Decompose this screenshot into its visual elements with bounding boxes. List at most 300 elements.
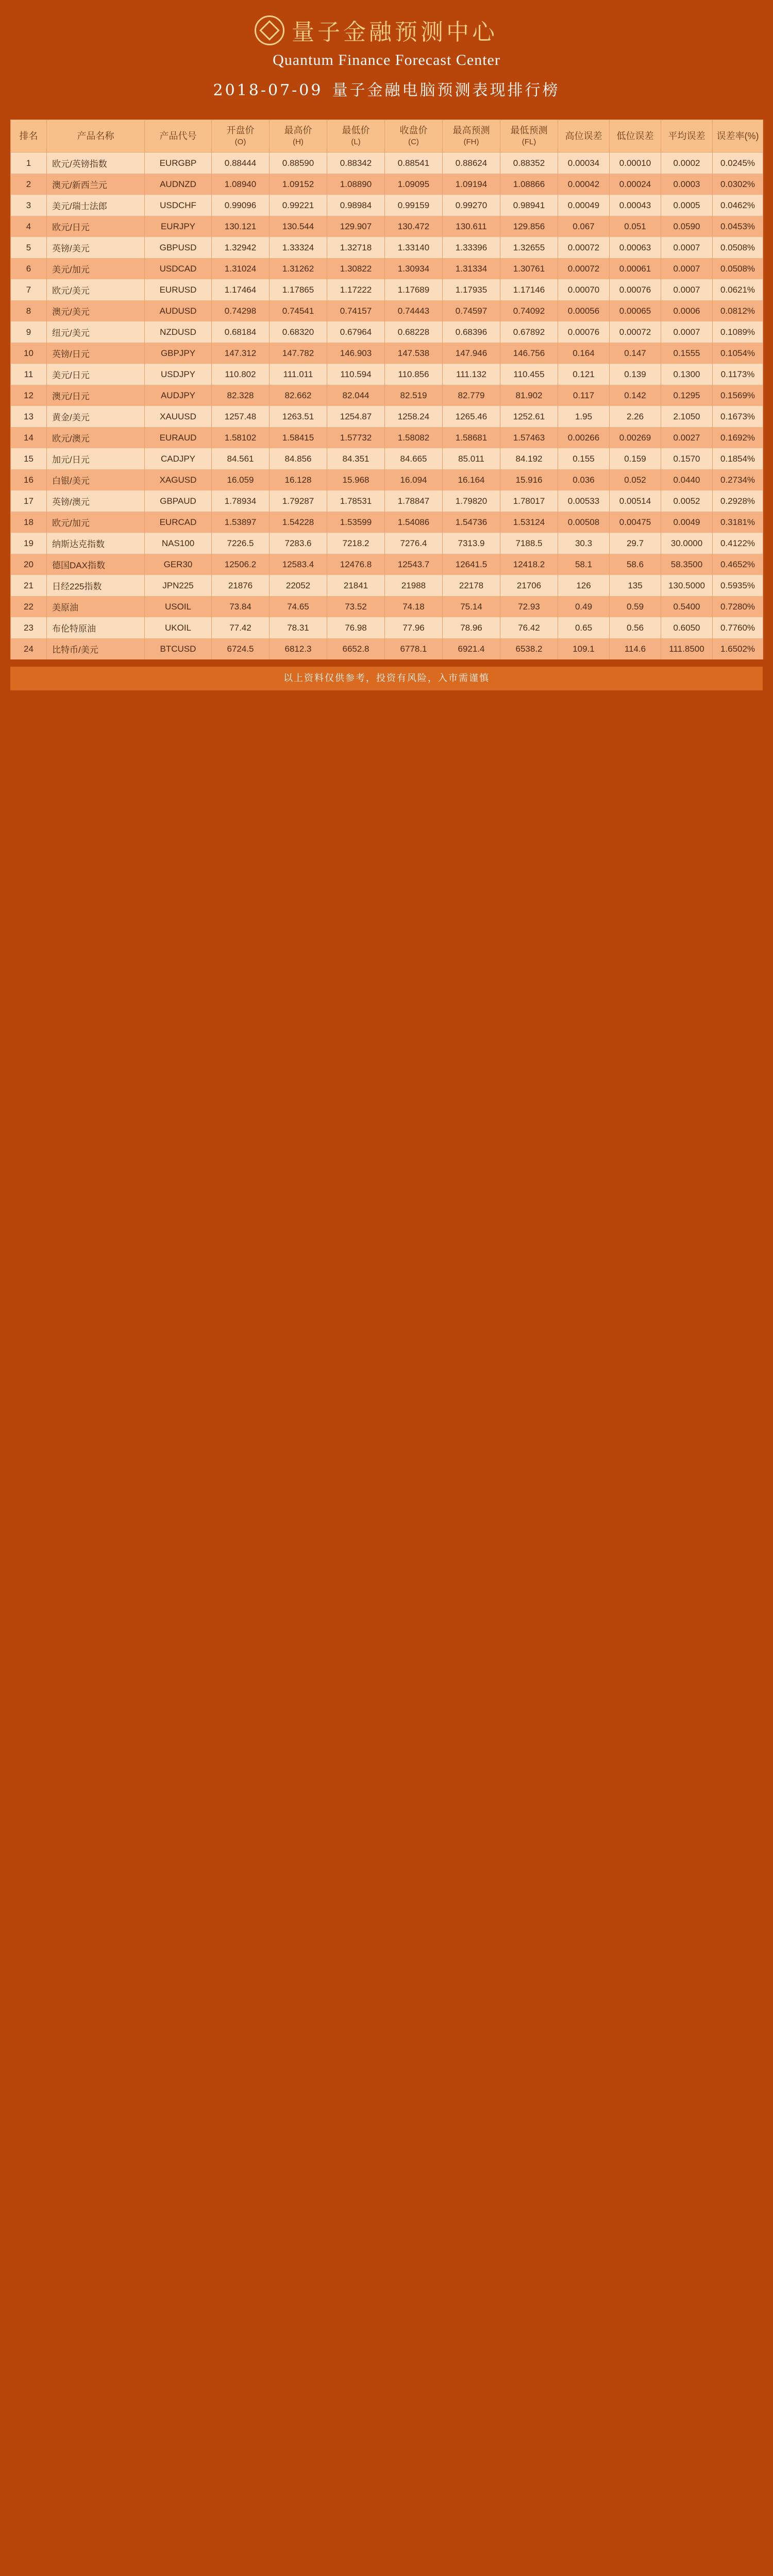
table-cell: 77.96 <box>385 617 443 638</box>
table-cell: 0.99159 <box>385 195 443 216</box>
table-cell: 130.5000 <box>661 575 713 596</box>
table-cell: 1.08866 <box>500 174 558 195</box>
column-header <box>713 120 763 152</box>
table-cell: 1.33396 <box>443 237 500 258</box>
table-cell: 0.00076 <box>610 279 661 300</box>
table-cell: 111.132 <box>443 364 500 385</box>
table-cell: 110.594 <box>327 364 385 385</box>
table-cell: 73.52 <box>327 596 385 617</box>
table-cell: 21841 <box>327 575 385 596</box>
table-cell: 0.0508% <box>713 237 763 258</box>
table-cell: 0.68396 <box>443 321 500 343</box>
table-row <box>11 364 763 385</box>
table-cell: 白银/美元 <box>47 469 145 490</box>
table-cell: 146.903 <box>327 343 385 364</box>
table-cell: 0.00061 <box>610 258 661 279</box>
table-cell: 0.0005 <box>661 195 713 216</box>
table-cell: 5 <box>11 237 47 258</box>
table-cell: NAS100 <box>145 533 212 554</box>
table-cell: 147.538 <box>385 343 443 364</box>
column-header-label: 收盘价 <box>399 125 428 135</box>
table-cell: 9 <box>11 321 47 343</box>
table-cell: 16.094 <box>385 469 443 490</box>
table-cell: 1.53897 <box>212 512 270 533</box>
table-cell: 0.1555 <box>661 343 713 364</box>
column-header-sublabel: (H) <box>293 138 304 146</box>
table-cell: 0.5935% <box>713 575 763 596</box>
table-cell: 77.42 <box>212 617 270 638</box>
table-cell: 1.58415 <box>270 427 327 448</box>
table-cell: 1.54086 <box>385 512 443 533</box>
column-header-sublabel: (C) <box>408 138 419 146</box>
table-cell: 24 <box>11 638 47 659</box>
table-cell: 15.916 <box>500 469 558 490</box>
table-cell: 3 <box>11 195 47 216</box>
table-cell: 1.31262 <box>270 258 327 279</box>
table-cell: 日经225指数 <box>47 575 145 596</box>
table-row <box>11 448 763 469</box>
table-cell: 0.1089% <box>713 321 763 343</box>
table-cell: 0.0812% <box>713 300 763 321</box>
table-cell: EURCAD <box>145 512 212 533</box>
table-cell: 1.17146 <box>500 279 558 300</box>
table-cell: 1.58082 <box>385 427 443 448</box>
table-cell: 84.192 <box>500 448 558 469</box>
table-cell: 130.121 <box>212 216 270 237</box>
table-cell: GER30 <box>145 554 212 575</box>
table-cell: GBPJPY <box>145 343 212 364</box>
table-cell: 0.74443 <box>385 300 443 321</box>
column-header <box>327 120 385 152</box>
table-cell: 0.56 <box>610 617 661 638</box>
table-cell: 12506.2 <box>212 554 270 575</box>
column-header-label: 排名 <box>19 131 38 141</box>
table-cell: 1.30761 <box>500 258 558 279</box>
table-cell: 0.0003 <box>661 174 713 195</box>
column-header-sublabel: (FH) <box>463 138 479 146</box>
table-row <box>11 195 763 216</box>
table-cell: 84.561 <box>212 448 270 469</box>
table-row <box>11 237 763 258</box>
table-cell: 130.611 <box>443 216 500 237</box>
table-cell: 18 <box>11 512 47 533</box>
table-cell: 0.68228 <box>385 321 443 343</box>
table-cell: 0.2734% <box>713 469 763 490</box>
table-cell: 20 <box>11 554 47 575</box>
table-cell: 0.1692% <box>713 427 763 448</box>
table-cell: 0.1673% <box>713 406 763 427</box>
table-row <box>11 279 763 300</box>
table-cell: 73.84 <box>212 596 270 617</box>
table-cell: 111.011 <box>270 364 327 385</box>
table-cell: 英镑/日元 <box>47 343 145 364</box>
column-header-label: 开盘价 <box>226 125 255 135</box>
column-header <box>558 120 610 152</box>
table-cell: 12 <box>11 385 47 406</box>
table-cell: 0.0440 <box>661 469 713 490</box>
table-cell: 0.59 <box>610 596 661 617</box>
table-cell: 22052 <box>270 575 327 596</box>
table-cell: 0.00514 <box>610 490 661 512</box>
column-header <box>47 120 145 152</box>
table-cell: USDCAD <box>145 258 212 279</box>
table-cell: AUDJPY <box>145 385 212 406</box>
table-cell: EURGBP <box>145 152 212 174</box>
table-cell: 0.6050 <box>661 617 713 638</box>
table-cell: 84.665 <box>385 448 443 469</box>
table-cell: 22178 <box>443 575 500 596</box>
table-cell: 1.54228 <box>270 512 327 533</box>
table-cell: 0.88352 <box>500 152 558 174</box>
table-cell: 欧元/日元 <box>47 216 145 237</box>
column-header-label: 平均误差 <box>668 131 705 141</box>
table-cell: 0.0007 <box>661 258 713 279</box>
table-cell: 0.00533 <box>558 490 610 512</box>
table-cell: 129.856 <box>500 216 558 237</box>
column-header <box>385 120 443 152</box>
table-cell: 14 <box>11 427 47 448</box>
table-cell: 1.78847 <box>385 490 443 512</box>
table-row <box>11 152 763 174</box>
table-cell: USOIL <box>145 596 212 617</box>
table-cell: 58.3500 <box>661 554 713 575</box>
table-cell: 0.2928% <box>713 490 763 512</box>
table-cell: 4 <box>11 216 47 237</box>
table-row <box>11 216 763 237</box>
table-cell: 黄金/美元 <box>47 406 145 427</box>
brand-name-cn: 量子金融预测中心 <box>292 19 498 45</box>
column-header-label: 产品代号 <box>159 131 197 141</box>
table-cell: 129.907 <box>327 216 385 237</box>
table-cell: 30.3 <box>558 533 610 554</box>
table-cell: 6778.1 <box>385 638 443 659</box>
column-header-sublabel: (L) <box>351 138 361 146</box>
table-cell: 0.00056 <box>558 300 610 321</box>
table-cell: 1.09152 <box>270 174 327 195</box>
table-cell: 6652.8 <box>327 638 385 659</box>
table-cell: 0.00072 <box>610 321 661 343</box>
column-header <box>661 120 713 152</box>
table-cell: EURAUD <box>145 427 212 448</box>
table-cell: 0.88342 <box>327 152 385 174</box>
table-cell: 0.68320 <box>270 321 327 343</box>
column-header <box>11 120 47 152</box>
table-cell: 0.00049 <box>558 195 610 216</box>
table-cell: 0.0453% <box>713 216 763 237</box>
table-cell: 8 <box>11 300 47 321</box>
table-cell: 0.00269 <box>610 427 661 448</box>
table-cell: 1263.51 <box>270 406 327 427</box>
table-row <box>11 174 763 195</box>
table-header-row <box>11 120 763 152</box>
table-cell: 0.00043 <box>610 195 661 216</box>
table-cell: 0.3181% <box>713 512 763 533</box>
table-cell: 0.0245% <box>713 152 763 174</box>
table-cell: 1.54736 <box>443 512 500 533</box>
table-cell: 欧元/美元 <box>47 279 145 300</box>
table-cell: 58.6 <box>610 554 661 575</box>
table-cell: 0.051 <box>610 216 661 237</box>
table-cell: 1.32655 <box>500 237 558 258</box>
table-cell: 11 <box>11 364 47 385</box>
table-cell: 84.351 <box>327 448 385 469</box>
table-cell: 114.6 <box>610 638 661 659</box>
table-cell: 0.7280% <box>713 596 763 617</box>
report-title-line <box>10 77 763 100</box>
table-row <box>11 638 763 659</box>
table-cell: 0.0002 <box>661 152 713 174</box>
column-header-label: 最低价 <box>342 125 370 135</box>
table-cell: 0.74092 <box>500 300 558 321</box>
table-cell: 7188.5 <box>500 533 558 554</box>
table-cell: 0.88590 <box>270 152 327 174</box>
table-cell: 欧元/澳元 <box>47 427 145 448</box>
table-cell: 15.968 <box>327 469 385 490</box>
table-cell: 130.472 <box>385 216 443 237</box>
disclaimer-footer: 以上资料仅供参考，投资有风险，入市需谨慎 <box>10 667 763 690</box>
table-cell: 58.1 <box>558 554 610 575</box>
table-cell: 1.78017 <box>500 490 558 512</box>
table-cell: 110.802 <box>212 364 270 385</box>
table-cell: 0.98941 <box>500 195 558 216</box>
table-cell: 0.164 <box>558 343 610 364</box>
table-cell: 澳元/美元 <box>47 300 145 321</box>
table-cell: 0.00475 <box>610 512 661 533</box>
table-cell: 6724.5 <box>212 638 270 659</box>
table-cell: 30.0000 <box>661 533 713 554</box>
table-cell: 7226.5 <box>212 533 270 554</box>
table-cell: 0.4122% <box>713 533 763 554</box>
table-cell: 15 <box>11 448 47 469</box>
table-cell: 12641.5 <box>443 554 500 575</box>
column-header-label: 低位误差 <box>616 131 654 141</box>
table-cell: 76.42 <box>500 617 558 638</box>
table-cell: 6812.3 <box>270 638 327 659</box>
table-cell: 7276.4 <box>385 533 443 554</box>
column-header <box>145 120 212 152</box>
table-cell: 0.00266 <box>558 427 610 448</box>
table-cell: 1.79287 <box>270 490 327 512</box>
table-cell: 0.00063 <box>610 237 661 258</box>
table-cell: 135 <box>610 575 661 596</box>
quantum-logo-icon <box>255 15 284 45</box>
table-cell: 0.99221 <box>270 195 327 216</box>
column-header <box>500 120 558 152</box>
column-header <box>610 120 661 152</box>
report-title: 量子金融电脑预测表现排行榜 <box>332 81 560 99</box>
table-cell: 130.544 <box>270 216 327 237</box>
table-cell: 1.78934 <box>212 490 270 512</box>
forecast-ranking-table <box>10 120 763 659</box>
table-cell: 1.17222 <box>327 279 385 300</box>
table-cell: 0.139 <box>610 364 661 385</box>
table-cell: 82.519 <box>385 385 443 406</box>
table-cell: 1.95 <box>558 406 610 427</box>
table-cell: 0.00010 <box>610 152 661 174</box>
table-cell: 82.044 <box>327 385 385 406</box>
table-cell: 7313.9 <box>443 533 500 554</box>
table-cell: 147.782 <box>270 343 327 364</box>
table-cell: 0.0006 <box>661 300 713 321</box>
table-cell: 加元/日元 <box>47 448 145 469</box>
table-cell: 146.756 <box>500 343 558 364</box>
table-cell: XAGUSD <box>145 469 212 490</box>
table-row <box>11 343 763 364</box>
table-cell: 1.17464 <box>212 279 270 300</box>
table-row <box>11 385 763 406</box>
table-cell: 0.74541 <box>270 300 327 321</box>
table-row <box>11 554 763 575</box>
table-cell: 0.4652% <box>713 554 763 575</box>
table-cell: 0.0027 <box>661 427 713 448</box>
table-cell: 1.08940 <box>212 174 270 195</box>
table-row <box>11 469 763 490</box>
table-cell: 111.8500 <box>661 638 713 659</box>
table-row <box>11 512 763 533</box>
table-cell: 0.99096 <box>212 195 270 216</box>
table-cell: 78.31 <box>270 617 327 638</box>
table-cell: 0.142 <box>610 385 661 406</box>
table-cell: 0.052 <box>610 469 661 490</box>
table-row <box>11 300 763 321</box>
table-cell: 1.58681 <box>443 427 500 448</box>
table-row <box>11 406 763 427</box>
table-cell: 布伦特原油 <box>47 617 145 638</box>
table-cell: 1252.61 <box>500 406 558 427</box>
table-cell: GBPUSD <box>145 237 212 258</box>
table-cell: 0.0302% <box>713 174 763 195</box>
table-cell: 1.79820 <box>443 490 500 512</box>
table-cell: 1 <box>11 152 47 174</box>
table-cell: 82.779 <box>443 385 500 406</box>
table-cell: 16.164 <box>443 469 500 490</box>
table-cell: 美元/瑞士法郎 <box>47 195 145 216</box>
column-header-label: 最低预测 <box>510 125 548 135</box>
table-cell: 0.68184 <box>212 321 270 343</box>
table-cell: 0.067 <box>558 216 610 237</box>
table-cell: 0.0007 <box>661 279 713 300</box>
table-cell: 0.67964 <box>327 321 385 343</box>
table-cell: 澳元/新西兰元 <box>47 174 145 195</box>
table-row <box>11 596 763 617</box>
column-header-label: 产品名称 <box>77 131 114 141</box>
table-row <box>11 258 763 279</box>
table-cell: 0.147 <box>610 343 661 364</box>
table-cell: 1.32718 <box>327 237 385 258</box>
table-cell: 6 <box>11 258 47 279</box>
column-header-label: 高位误差 <box>565 131 602 141</box>
table-cell: 比特币/美元 <box>47 638 145 659</box>
report-page <box>10 0 763 2576</box>
table-cell: 德国DAX指数 <box>47 554 145 575</box>
table-cell: 1.30934 <box>385 258 443 279</box>
table-cell: 1.6502% <box>713 638 763 659</box>
table-cell: 纳斯达克指数 <box>47 533 145 554</box>
table-cell: 1.08890 <box>327 174 385 195</box>
table-row <box>11 617 763 638</box>
column-header <box>212 120 270 152</box>
table-cell: 0.1295 <box>661 385 713 406</box>
table-cell: 0.0462% <box>713 195 763 216</box>
table-body <box>11 152 763 660</box>
table-cell: 21988 <box>385 575 443 596</box>
table-cell: 0.117 <box>558 385 610 406</box>
table-cell: 0.67892 <box>500 321 558 343</box>
table-cell: 78.96 <box>443 617 500 638</box>
table-cell: 82.328 <box>212 385 270 406</box>
table-cell: 1.17935 <box>443 279 500 300</box>
table-cell: 0.00034 <box>558 152 610 174</box>
table-cell: 1.57463 <box>500 427 558 448</box>
table-cell: 1.32942 <box>212 237 270 258</box>
table-cell: 76.98 <box>327 617 385 638</box>
table-cell: 16 <box>11 469 47 490</box>
table-cell: 12418.2 <box>500 554 558 575</box>
table-cell: 110.856 <box>385 364 443 385</box>
table-cell: USDJPY <box>145 364 212 385</box>
table-cell: 22 <box>11 596 47 617</box>
table-cell: 81.902 <box>500 385 558 406</box>
table-cell: 0.74157 <box>327 300 385 321</box>
table-cell: 17 <box>11 490 47 512</box>
table-cell: 1254.87 <box>327 406 385 427</box>
table-cell: 7283.6 <box>270 533 327 554</box>
table-cell: 美元/加元 <box>47 258 145 279</box>
table-cell: 126 <box>558 575 610 596</box>
table-cell: 1.09095 <box>385 174 443 195</box>
table-cell: 0.0007 <box>661 321 713 343</box>
table-cell: AUDNZD <box>145 174 212 195</box>
table-cell: 16.059 <box>212 469 270 490</box>
table-cell: 0.74597 <box>443 300 500 321</box>
table-row <box>11 533 763 554</box>
table-cell: 0.49 <box>558 596 610 617</box>
table-cell: AUDUSD <box>145 300 212 321</box>
table-cell: 0.1854% <box>713 448 763 469</box>
table-cell: 0.159 <box>610 448 661 469</box>
table-cell: 纽元/美元 <box>47 321 145 343</box>
table-cell: 0.0508% <box>713 258 763 279</box>
table-cell: 84.856 <box>270 448 327 469</box>
table-cell: 1.53599 <box>327 512 385 533</box>
table-cell: 0.74298 <box>212 300 270 321</box>
table-row <box>11 490 763 512</box>
table-cell: 147.312 <box>212 343 270 364</box>
table-cell: 75.14 <box>443 596 500 617</box>
table-cell: 110.455 <box>500 364 558 385</box>
table-cell: 1.33324 <box>270 237 327 258</box>
table-cell: 1.33140 <box>385 237 443 258</box>
table-cell: 1265.46 <box>443 406 500 427</box>
table-cell: 英镑/美元 <box>47 237 145 258</box>
table-cell: 0.65 <box>558 617 610 638</box>
table-cell: 0.88541 <box>385 152 443 174</box>
table-cell: 2.26 <box>610 406 661 427</box>
table-cell: GBPAUD <box>145 490 212 512</box>
table-cell: XAUUSD <box>145 406 212 427</box>
table-cell: 7 <box>11 279 47 300</box>
table-cell: NZDUSD <box>145 321 212 343</box>
table-cell: EURJPY <box>145 216 212 237</box>
table-cell: 0.1570 <box>661 448 713 469</box>
column-header <box>270 120 327 152</box>
table-cell: 0.036 <box>558 469 610 490</box>
report-date: 2018-07-09 <box>213 81 323 99</box>
table-cell: 82.662 <box>270 385 327 406</box>
table-cell: 0.00508 <box>558 512 610 533</box>
table-cell: 12583.4 <box>270 554 327 575</box>
table-cell: 74.65 <box>270 596 327 617</box>
